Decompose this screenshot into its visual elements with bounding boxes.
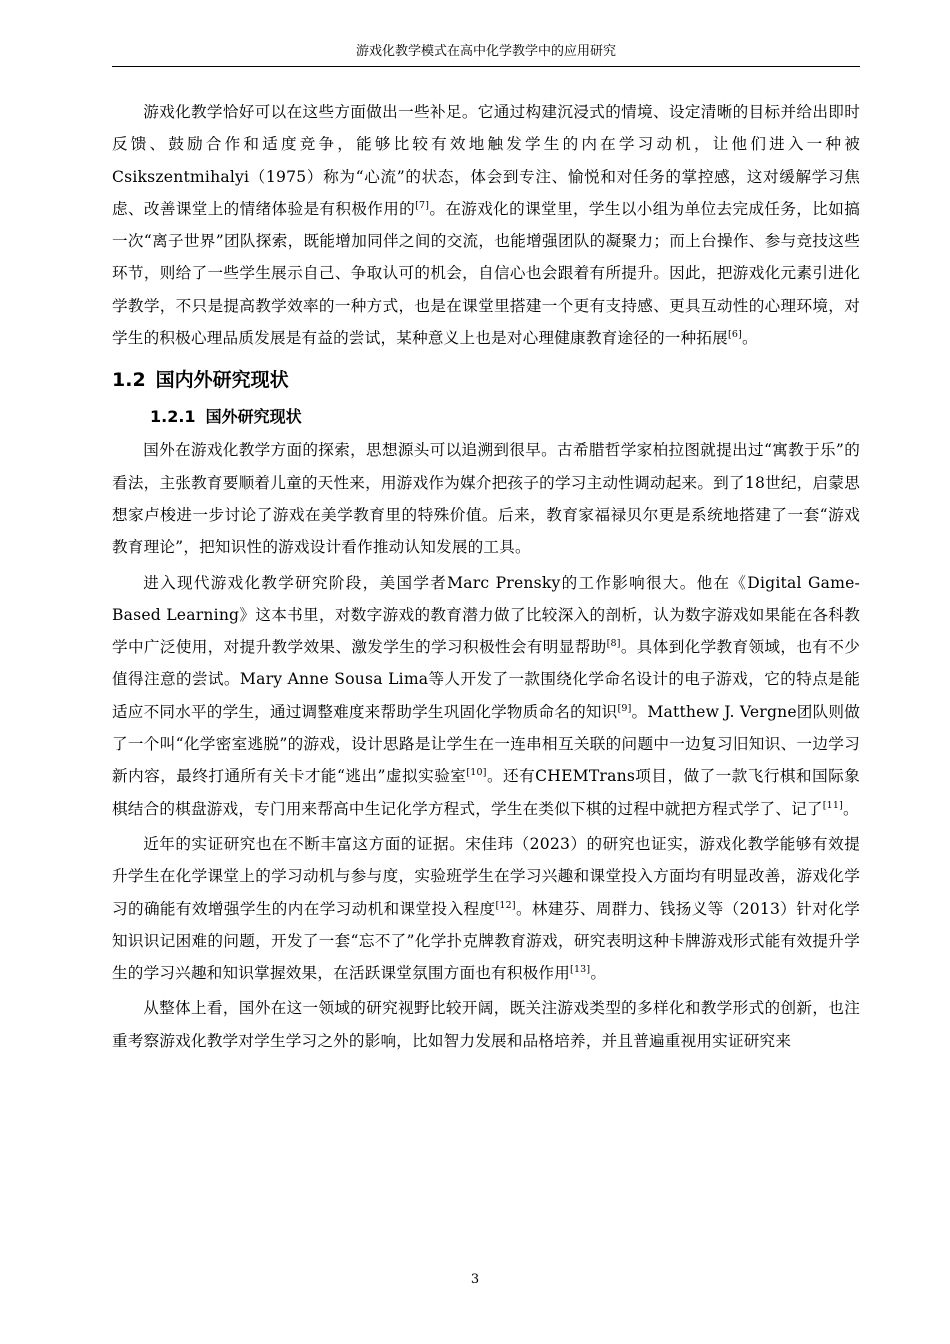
citation-7: [7] xyxy=(415,199,430,211)
paragraph-empirical-evidence: 近年的实证研究也在不断丰富这方面的证据。宋佳玮（2023）的研究也证实，游戏化教学能够有效提升学生在化学课堂上的学习动机与参与度，实验班学生在学习兴趣和课堂投入方面均有明显改善，游戏化学习的确能有效增强学生的内在学习动机和课堂投入程度[12]。林建芬、周群力、钱扬义等（2013）针对化学知识识记困难的问题，开发了一套“忘不了”化学扑克牌教育游戏，研究表明这种卡牌游戏形式能有效提升学生的学习兴趣和知识掌握效果，在活跃课堂氛围方面也有积极作用[13]。 xyxy=(112,834,860,983)
paragraph-modern-research: 进入现代游戏化教学研究阶段，美国学者Marc Prensky的工作影响很大。他在《Digital Game-Based Learning》这本书里，对数字游戏的教育潜力做了比较深入的剖析，认为数字游戏如果能在各科教学中广泛使用，对提升教学效果、激发学生的学习积极性会有明显帮助[8]。具体到化学教育领域，也有不少值得注意的尝试。Mary Anne Sousa Lima等人开发了一款围绕化学命名设计的电子游戏，它的特点是能适应不同水平的学生，通过调整难度来帮助学生巩固化学物质命名的知识[9]。Matthew J. Vergne团队则做了一个叫“化学密室逃脱”的游戏，设计思路是让学生在一连串相互关联的问题中一边复习旧知识、一边学习新内容，最终打通所有关卡才能“逃出”虚拟实验室[10]。还有CHEMTrans项目，做了一款飞行棋和国际象棋结合的棋盘游戏，专门用来帮高中生记化学方程式，学生在类似下棋的过程中就把方程式学了、记了[11]。 xyxy=(112,573,861,818)
citation-12: [12] xyxy=(495,899,516,911)
citation-11: [11] xyxy=(822,799,844,811)
subsection-heading-1-2-1 xyxy=(150,400,860,434)
running-header xyxy=(112,40,860,67)
citation-6: [6] xyxy=(727,328,743,340)
citation-13: [13] xyxy=(570,963,591,975)
page-number: 3 xyxy=(470,1272,480,1287)
page-footer xyxy=(0,1270,950,1290)
paragraph-historical-origins: 国外在游戏化教学方面的探索，思想源头可以追溯到很早。古希腊哲学家柏拉图就提出过“寓教于乐”的看法，主张教育要顺着儿童的天性来，用游戏作为媒介把孩子的学习主动性调动起来。到了18世纪，启蒙思想家卢梭进一步讨论了游戏在美学教育里的特殊价值。后来，教育家福禄贝尔更是系统地搭建了一套“游戏教育理论”，把知识性的游戏设计看作推动认知发展的工具。 xyxy=(112,441,860,557)
citation-9: [9] xyxy=(617,702,632,714)
section-heading-1-2 xyxy=(112,360,860,400)
citation-10: [10] xyxy=(466,767,487,779)
page-body xyxy=(112,96,860,1057)
paragraph-overall-summary: 从整体上看，国外在这一领域的研究视野比较开阔，既关注游戏类型的多样化和教学形式的创新，也注重考察游戏化教学对学生学习之外的影响，比如智力发展和品格培养，并且普遍重视用实证研究来 xyxy=(112,999,860,1050)
paragraph-gamification-benefits: 游戏化教学恰好可以在这些方面做出一些补足。它通过构建沉浸式的情境、设定清晰的目标并给出即时反馈、鼓励合作和适度竞争，能够比较有效地触发学生的内在学习动机，让他们进入一种被Csikszentmihalyi（1975）称为“心流”的状态，体会到专注、愉悦和对任务的掌控感，这对缓解学习焦虑、改善课堂上的情绪体验是有积极作用的[7]。在游戏化的课堂里，学生以小组为单位去完成任务，比如搞一次“离子世界”团队探索，既能增加同伴之间的交流，也能增强团队的凝聚力；而上台操作、参与竞技这些环节，则给了一些学生展示自己、争取认可的机会，自信心也会跟着有所提升。因此，把游戏化元素引进化学教学，不只是提高教学效率的一种方式，也是在课堂里搭建一个更有支持感、更具互动性的心理环境，对学生的积极心理品质发展是有益的尝试，某种意义上也是对心理健康教育途径的一种拓展[6]。 xyxy=(112,103,860,348)
section-number: 1.2 xyxy=(112,369,146,392)
subsection-title: 国外研究现状 xyxy=(205,407,302,427)
section-title: 国内外研究现状 xyxy=(155,369,289,392)
running-header-title: 游戏化教学模式在高中化学教学中的应用研究 xyxy=(355,44,616,59)
citation-8: [8] xyxy=(606,637,621,649)
subsection-number: 1.2.1 xyxy=(150,407,196,427)
